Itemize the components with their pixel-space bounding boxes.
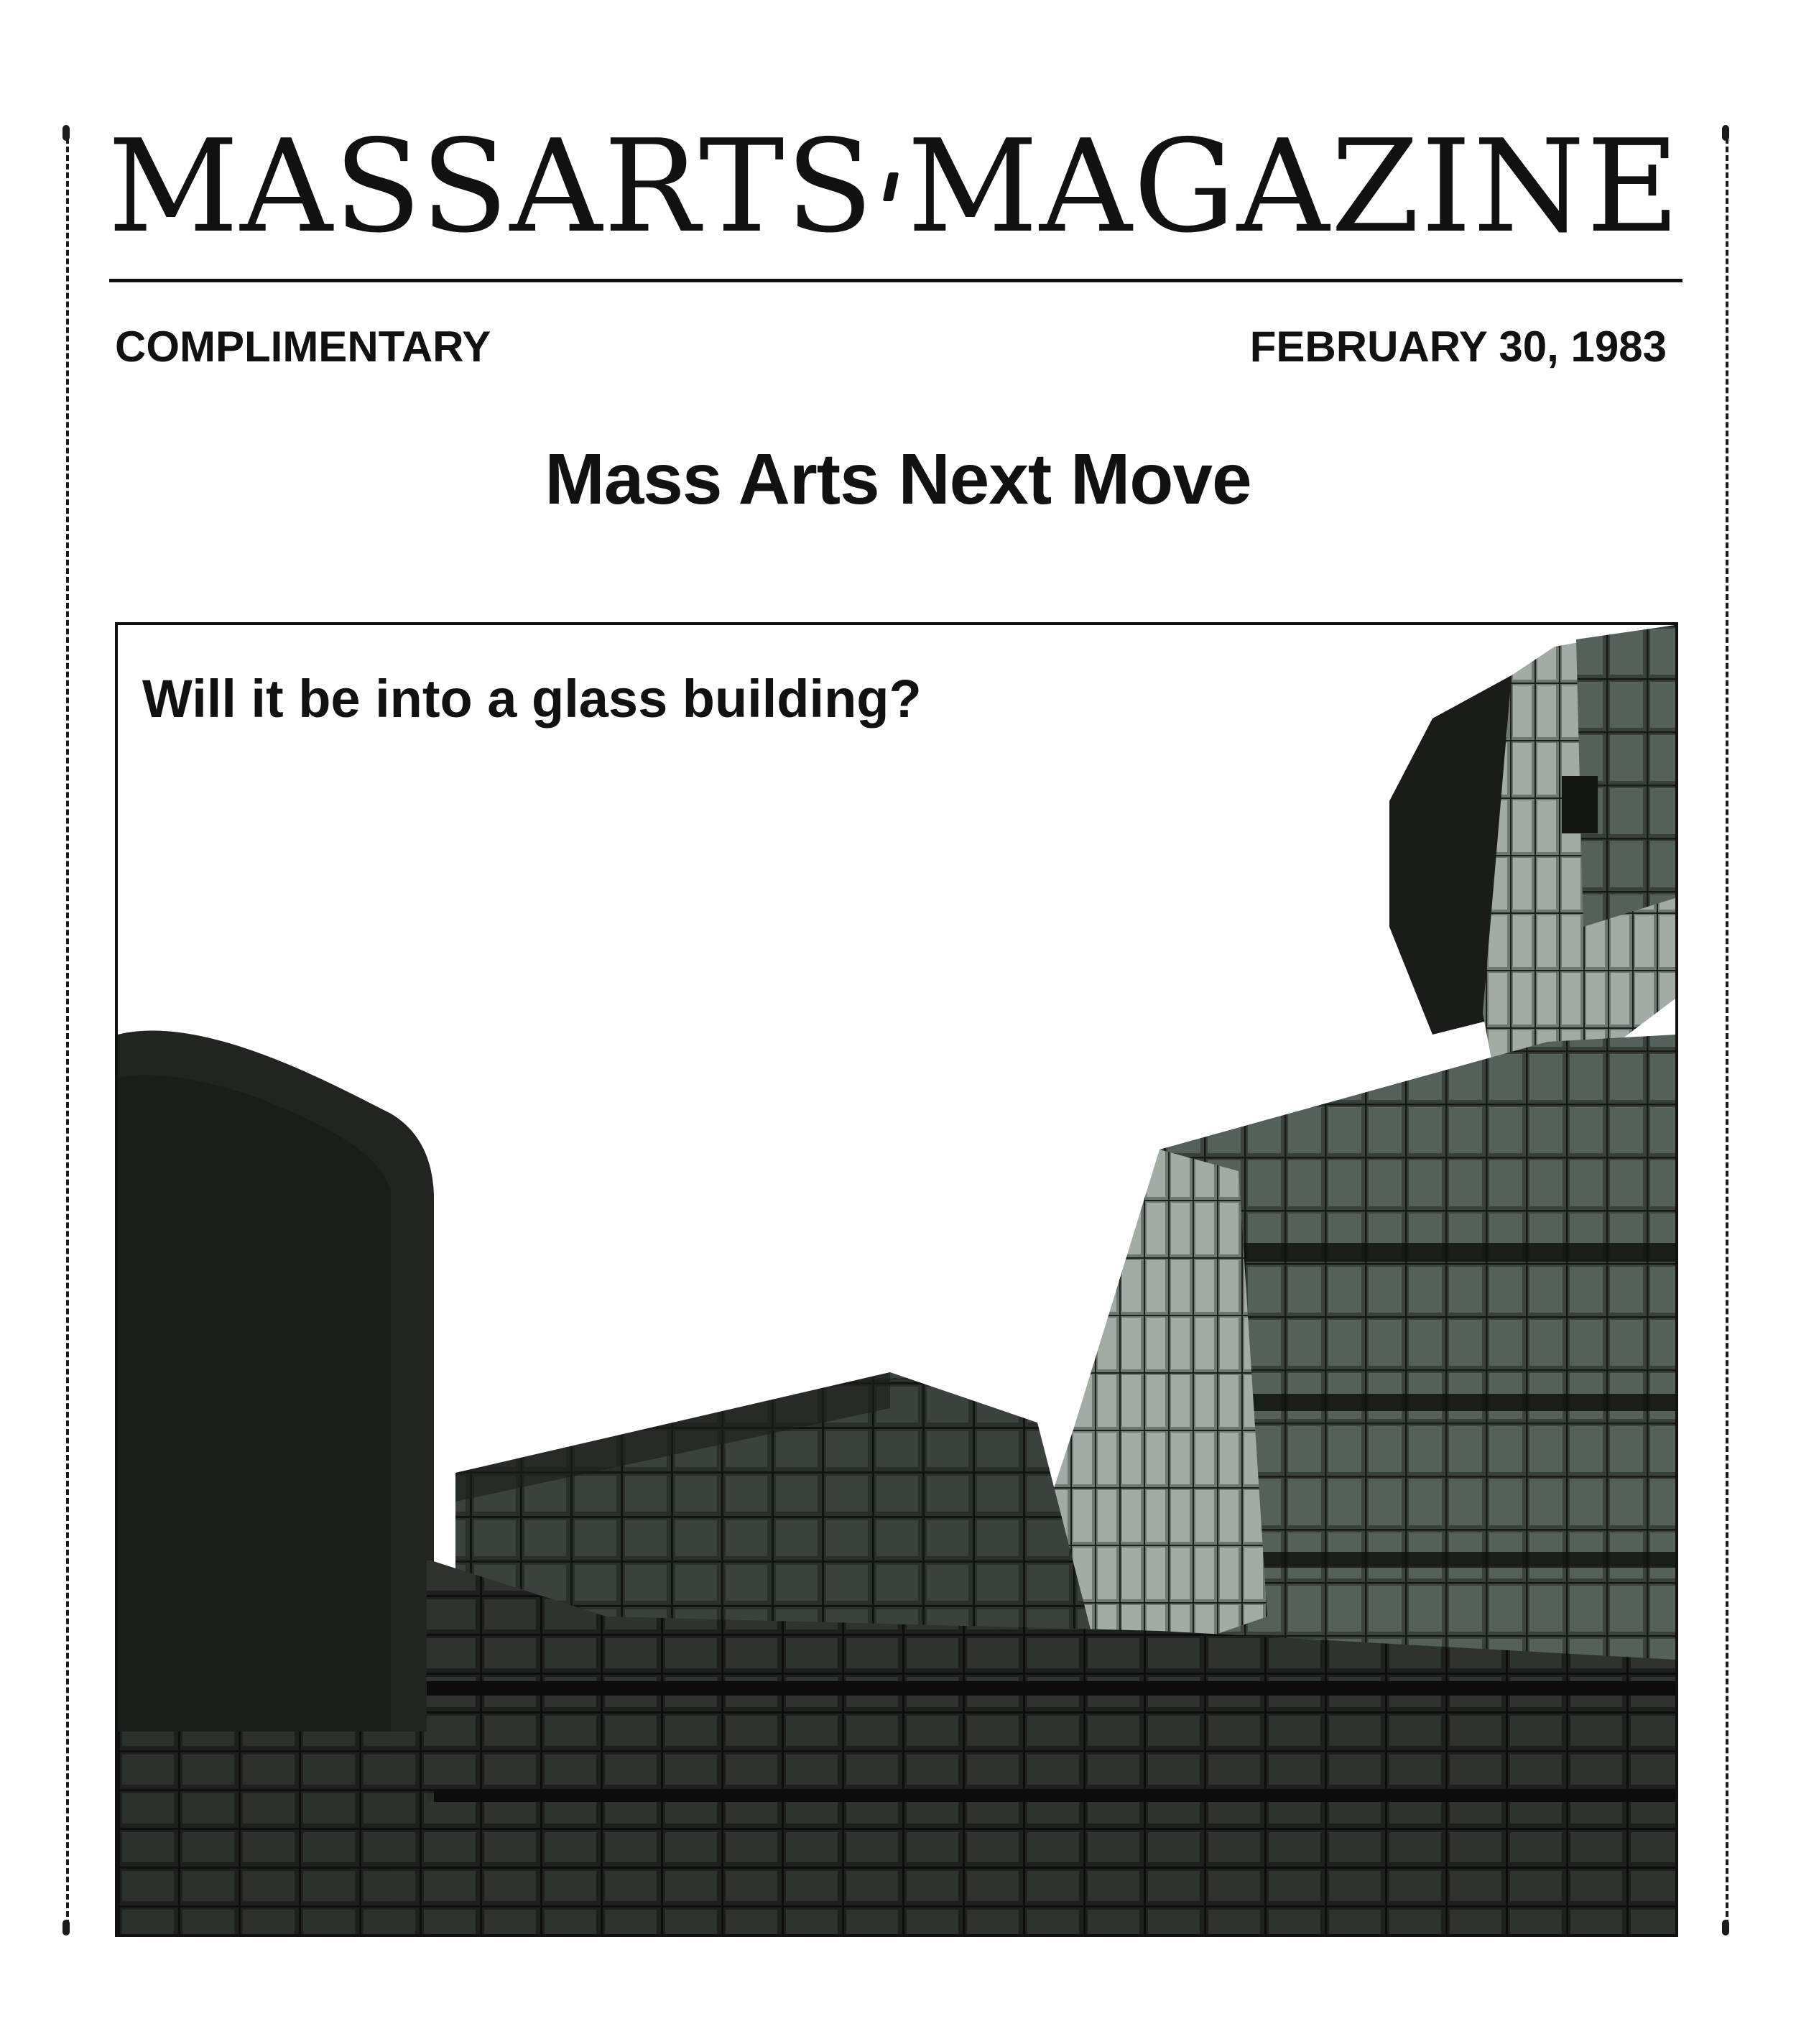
right-rule-bottom-cap — [1722, 1920, 1729, 1936]
masthead-right-word: MAGAZINE — [907, 112, 1681, 261]
left-rule-bottom-cap — [63, 1920, 70, 1936]
left-border-rule — [66, 129, 69, 1925]
left-rule-top-cap — [63, 125, 70, 141]
complimentary-label: COMPLIMENTARY — [115, 323, 491, 371]
masthead-rule — [109, 279, 1682, 282]
right-border-rule — [1726, 129, 1728, 1925]
right-rule-top-cap — [1722, 125, 1729, 141]
issue-date: FEBRUARY 30, 1983 — [1249, 323, 1667, 371]
glass-buildings-illustration — [118, 625, 1675, 1934]
cover-photo — [115, 622, 1678, 1937]
masthead-title — [108, 112, 1681, 261]
masthead-separator-mark — [883, 172, 899, 201]
masthead-left-word: MASSARTS — [108, 112, 875, 261]
photo-caption: Will it be into a glass building? — [142, 669, 922, 729]
headline: Mass Arts Next Move — [545, 439, 1251, 519]
